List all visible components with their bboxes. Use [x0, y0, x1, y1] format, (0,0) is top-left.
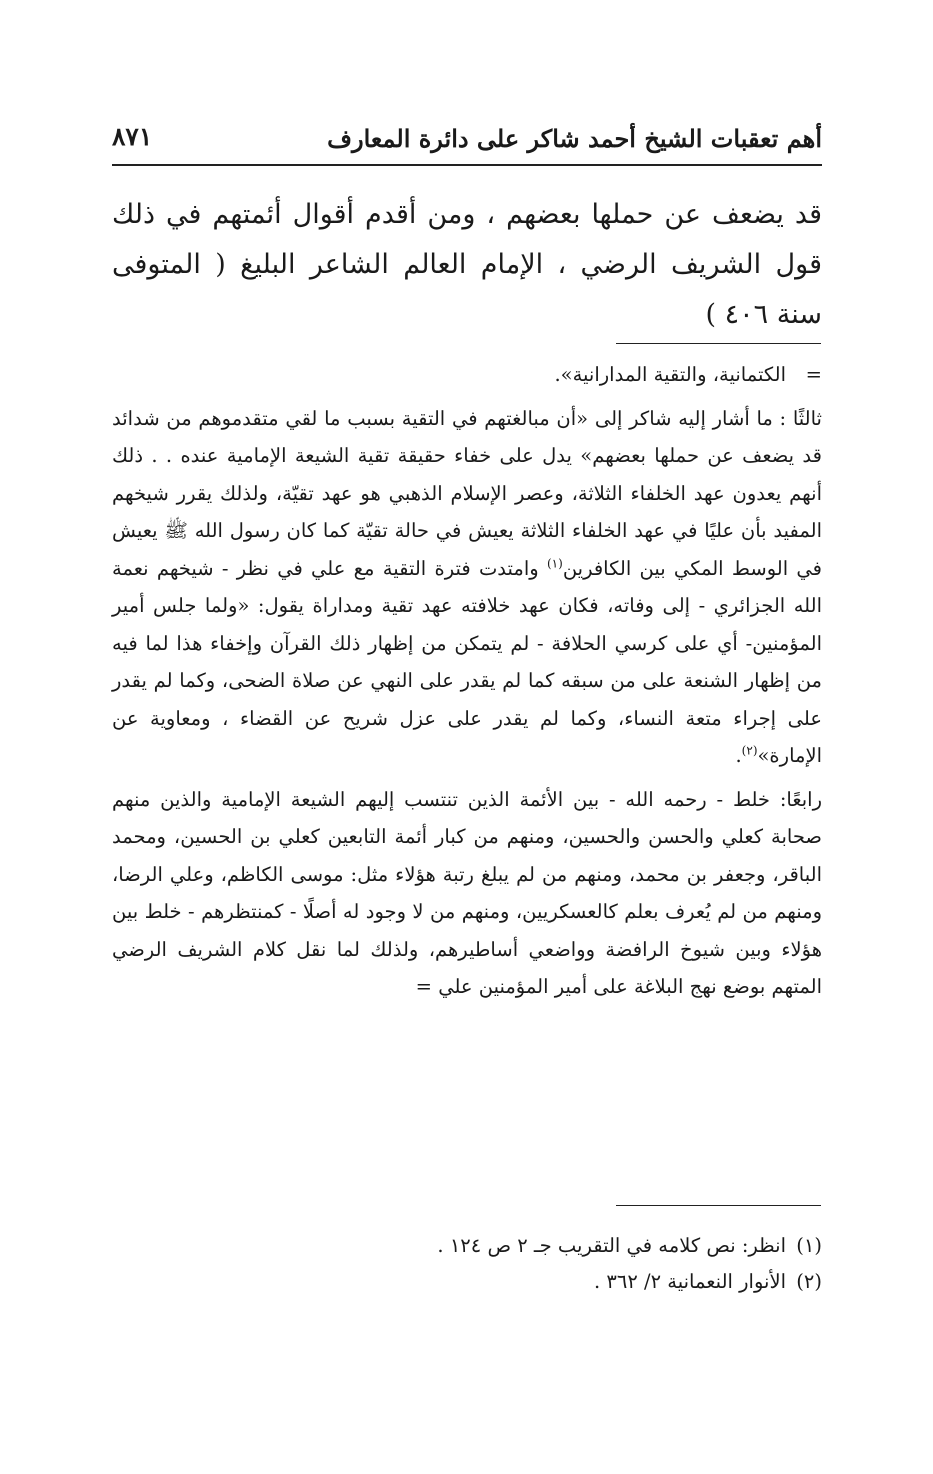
footnote-number: (١)	[796, 1234, 822, 1257]
footnote-item	[112, 1228, 822, 1264]
page-number: ٨٧١	[112, 122, 153, 151]
paragraph-third-continuation: وامتدت فترة التقية مع علي في نظر - شيخهم نعمة الله الجزائري - إلى وفاته، فكان عهد خلافته عهد تقية ومداراة يقول: «ولما جلس أمير المؤمنين- أي على كرسي الحلافة - لم يتمكن من إظهار ذلك القرآن وإخفاء هذا لما فيه من إظهار الشنعة على من سبقه كما لم يقدر على النهي عن صلاة الضحى، وكما لم يقدر على إجراء متعة النساء، وكما لم يقدر على عزل شريح عن القضاء ، ومعاوية عن الإمارة»	[112, 556, 822, 767]
footnote-text: الأنوار النعمانية ٢/ ٣٦٢ .	[594, 1270, 786, 1293]
continuation-mark: =	[805, 363, 822, 386]
footnotes	[112, 1228, 822, 1300]
main-text	[112, 190, 822, 340]
paragraph-third	[112, 400, 822, 775]
header-rule	[112, 164, 822, 166]
paragraph-third-text: ثالثًا : ما أشار إليه شاكر إلى «أن مبالغتهم في التقية بسبب ما لقي متقدموهم من شدائد قد يضعف عن حملها بعضهم» يدل على خفاء حقيقة تقية الشيعة الإمامية عنده . . ذلك أنهم يعدون عهد الخلفاء الثلاثة، وعصر الإسلام الذهبي هو عهد تقيّة، ولذلك يقرر شيخهم المفيد بأن عليًا في عهد الخلفاء الثلاثة يعيش في حالة تقيّة كما كان رسول الله ﷺ يعيش في الوسط المكي بين الكافرين	[112, 406, 822, 580]
continuation-text: الكتمانية، والتقية المدارانية».	[554, 363, 786, 386]
footnote-item	[112, 1264, 822, 1300]
paragraph-fourth: رابعًا: خلط - رحمه الله - بين الأئمة الذين تنتسب إليهم الشيعة الإمامية والذين منهم صحابة كعلي والحسن والحسين، ومنهم من كبار أئمة التابعين كعلي بن الحسين، ومحمد الباقر، وجعفر بن محمد، ومنهم من لم يبلغ رتبة هؤلاء مثل: موسى الكاظم، وعلي الرضا، ومنهم من لم يُعرف بعلم كالعسكريين، ومنهم من لا وجود له أصلًا - كمنتظرهم - خلط بين هؤلاء وبين شيوخ الرافضة وواضعي أساطيرهم، ولذلك لما نقل كلام الشريف الرضي المتهم بوضع نهج البلاغة على أمير المؤمنين علي =	[112, 787, 822, 998]
footnote-separator	[616, 343, 821, 344]
footnote-text: انظر: نص كلامه في التقريب جـ ٢ ص ١٢٤ .	[437, 1234, 786, 1257]
footnote-ref-1: (١)	[546, 556, 563, 570]
footnote-ref-2: (٢)	[741, 743, 758, 758]
main-paragraph: قد يضعف عن حملها بعضهم ، ومن أقدم أقوال أئمتهم في ذلك قول الشريف الرضي ، الإمام العالم الشاعر البليغ ( المتوفى سنة ٤٠٦ )	[112, 199, 822, 330]
notes-separator	[616, 1205, 821, 1206]
footnote-text-block	[112, 356, 822, 1006]
running-title: أهم تعقبات الشيخ أحمد شاكر على دائرة المعارف	[327, 124, 822, 153]
footnote-number: (٢)	[796, 1270, 822, 1293]
continuation-line	[112, 356, 822, 394]
page-header	[112, 118, 822, 162]
paragraph-third-end: .	[735, 744, 742, 767]
